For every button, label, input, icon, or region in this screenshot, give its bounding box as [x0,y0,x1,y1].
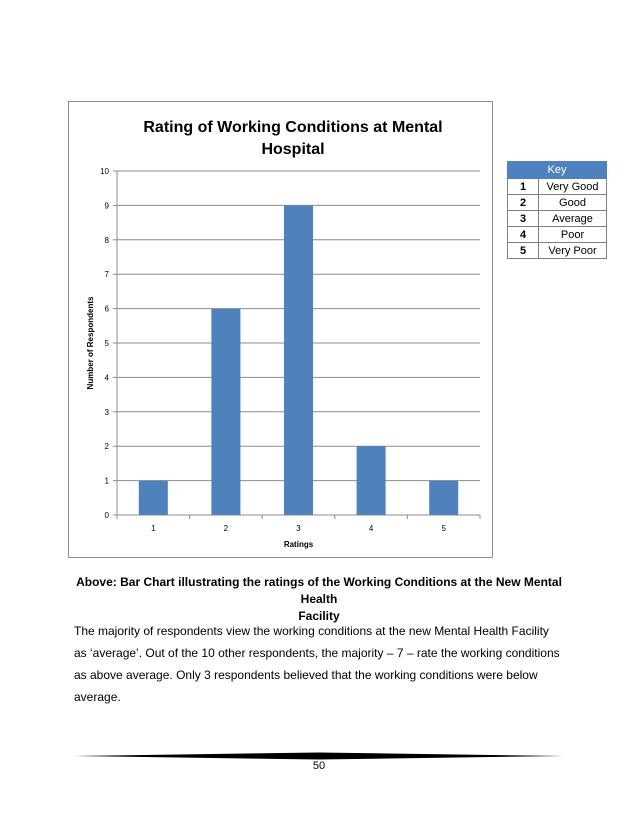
y-tick-label: 10 [100,167,109,176]
bar [429,481,458,515]
y-tick-label: 2 [104,442,109,452]
key-number: 1 [508,179,539,195]
key-header: Key [508,162,607,179]
y-tick-label: 1 [104,476,109,486]
key-row [508,211,607,227]
key-number: 2 [508,195,539,211]
key-label: Very Good [539,179,607,195]
bar-chart [69,102,494,559]
key-label: Good [539,195,607,211]
body-paragraph: The majority of respondents view the working conditions at the new Mental Health Facility as ‘average’. Out of the 10 other respondents, the majority – 7 – rate the working conditions as above average. Only 3 respondents believed that the working conditions were below average. [74,624,560,704]
key-row [508,195,607,211]
y-tick-label: 4 [104,373,109,383]
y-axis-label: Number of Respondents [86,296,95,390]
bar [357,446,386,515]
key-row [508,243,607,259]
key-row [508,179,607,195]
chart-title: Hospital [261,141,325,158]
key-number: 3 [508,211,539,227]
x-tick-label: 2 [223,524,229,533]
footer-divider [74,752,564,760]
x-axis-label: Ratings [283,540,314,549]
caption-line: Facility [298,609,340,623]
x-tick-label: 4 [368,524,374,533]
y-tick-label: 6 [104,304,109,314]
bar [139,481,168,515]
x-tick-label: 3 [296,524,301,533]
y-tick-label: 0 [104,511,109,520]
bar [284,205,313,515]
y-tick-label: 3 [104,407,109,417]
x-tick-label: 5 [441,524,446,533]
chart-title: Rating of Working Conditions at Mental [143,119,443,136]
key-label: Average [539,211,607,227]
key-number: 5 [508,243,539,259]
y-tick-label: 7 [104,270,109,280]
x-tick-label: 1 [151,524,156,533]
y-tick-label: 9 [104,201,109,211]
key-label: Poor [539,227,607,243]
key-header-row [508,162,607,179]
key-label: Very Poor [539,243,607,259]
key-row [508,227,607,243]
page-number: 50 [312,760,326,772]
caption-line: Above: Bar Chart illustrating the ratings of the Working Conditions at the New Mental Health [76,575,562,606]
key-number: 4 [508,227,539,243]
bar [211,309,240,515]
key-table [507,161,607,259]
y-tick-label: 8 [104,235,109,245]
chart-area [68,101,493,558]
figure-caption [74,574,564,625]
y-tick-label: 5 [104,339,109,348]
